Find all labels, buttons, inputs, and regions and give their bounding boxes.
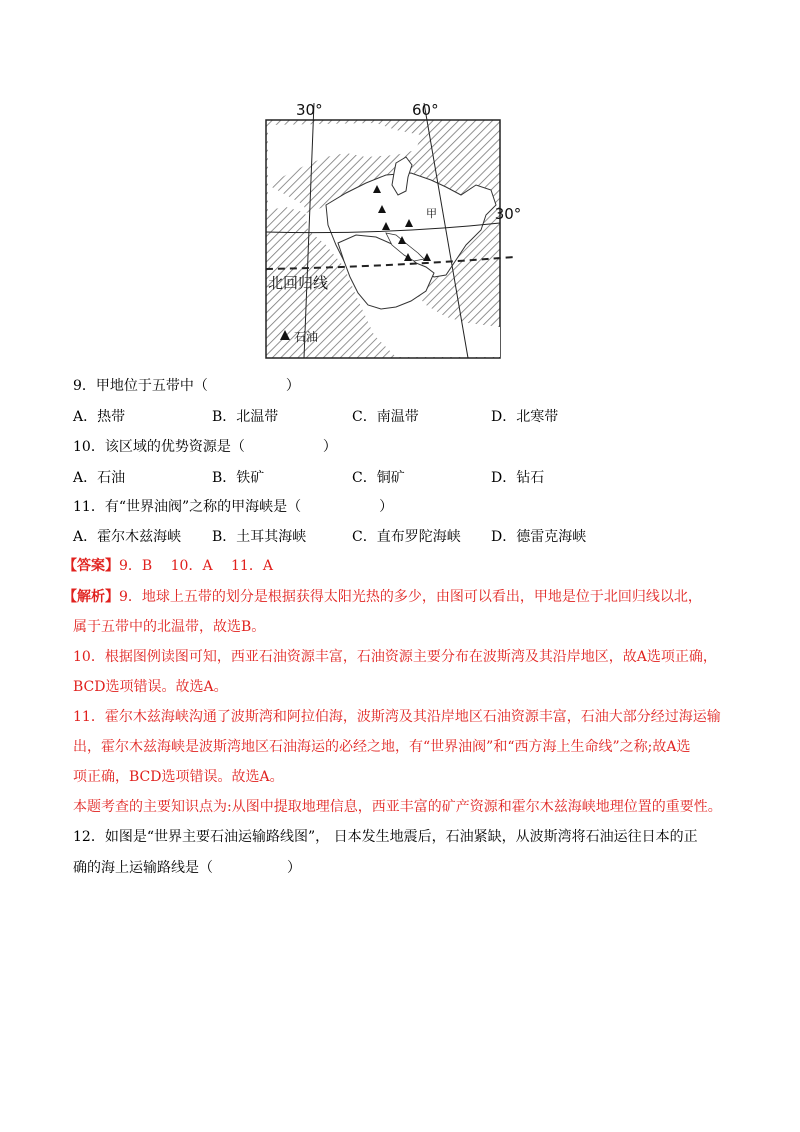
west-asia-map <box>246 95 522 365</box>
analysis-line-2: 属于五带中的北温带，故选B。 <box>73 619 266 635</box>
lat-30-label: 30° <box>494 205 522 223</box>
question-stem: 9．甲地位于五带中（ <box>73 378 208 394</box>
question-stem: 10．该区域的优势资源是（ <box>73 439 245 455</box>
option-c: C．铜矿 <box>352 470 405 486</box>
question-stem: 确的海上运输路线是（ <box>73 860 213 876</box>
option-c: C．直布罗陀海峡 <box>352 529 461 545</box>
option-d: D．北寒带 <box>491 409 559 425</box>
answer-tag: 【答案】 <box>63 558 119 574</box>
analysis-summary: 本题考查的主要知识点为:从图中提取地理信息，西亚丰富的矿产资源和霍尔木兹海峡地理位置的重要性。 <box>73 799 722 815</box>
option-d: D．德雷克海峡 <box>491 529 587 545</box>
close-paren: ） <box>322 439 337 455</box>
answer-text: 9．B 10．A 11．A <box>119 558 273 574</box>
option-d: D．钻石 <box>491 470 545 486</box>
question-10 <box>73 437 337 457</box>
option-a: A．霍尔木兹海峡 <box>73 529 182 545</box>
analysis-tag: 【解析】 <box>63 589 119 605</box>
option-a: A．热带 <box>73 409 126 425</box>
analysis-line-4: BCD选项错误。故选A。 <box>73 679 228 695</box>
place-jia-label: 甲 <box>426 207 437 220</box>
option-b: B．北温带 <box>212 409 279 425</box>
tropic-label: 北回归线 <box>268 274 329 292</box>
analysis-text: 9．地球上五带的划分是根据获得太阳光热的多少，由图可以看出，甲地是位于北回归线以北， <box>119 589 702 605</box>
question-9 <box>73 376 300 396</box>
option-b: B．铁矿 <box>212 470 265 486</box>
close-paren: ） <box>379 499 394 515</box>
analysis-line-7: 项正确，BCD选项错误。故选A。 <box>73 769 284 785</box>
question-12-line-1: 12．如图是“世界主要石油运输路线图”， 日本发生地震后，石油紧缺，从波斯湾将石油运往日本的正 <box>73 829 698 845</box>
option-c: C．南温带 <box>352 409 419 425</box>
analysis-line-5: 11．霍尔木兹海峡沟通了波斯湾和阿拉伯海，波斯湾及其沿岸地区石油资源丰富，石油大部分经过海运输 <box>73 709 721 725</box>
question-11 <box>73 497 393 517</box>
analysis-line-6: 出，霍尔木兹海峡是波斯湾地区石油海运的必经之地，有“世界油阀”和“西方海上生命线”之称;故A选 <box>73 739 691 755</box>
question-stem: 11．有“世界油阀”之称的甲海峡是（ <box>73 499 302 515</box>
analysis-line-3: 10．根据图例读图可知，西亚石油资源丰富，石油资源主要分布在波斯湾及其沿岸地区，故A选项正确， <box>73 649 717 665</box>
option-a: A．石油 <box>73 470 126 486</box>
lon-30-label: 30° <box>296 101 323 119</box>
analysis-line-1 <box>63 587 702 607</box>
lon-60-label: 60° <box>412 101 439 119</box>
close-paren: ） <box>287 860 301 876</box>
question-12-line-2 <box>73 858 301 878</box>
oil-legend-label: 石油 <box>294 330 319 344</box>
answer-line <box>63 556 273 576</box>
close-paren: ） <box>285 378 300 394</box>
option-b: B．土耳其海峡 <box>212 529 307 545</box>
